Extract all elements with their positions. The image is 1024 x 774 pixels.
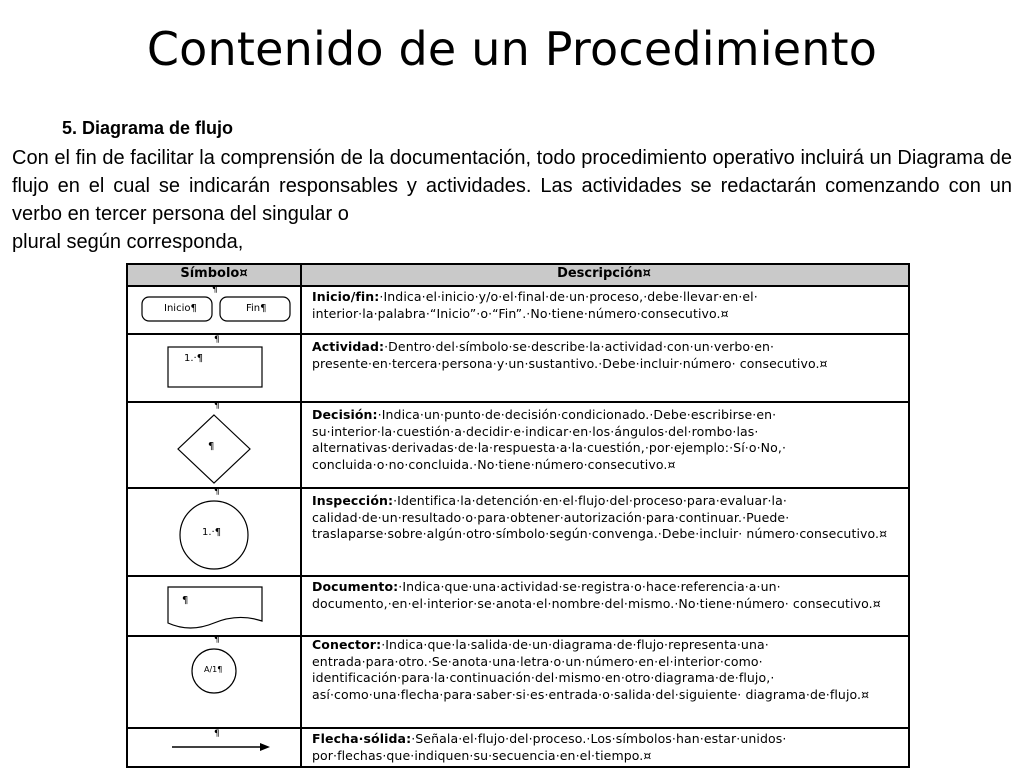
description-text: ·Indica·que·la·salida·de·un·diagrama·de·flujo·representa·una· entrada·para·otro.·Se·anota·una·letra·o·un·número·en·el·interior·como· identificación·para·la·continuación·del·mismo·en·otro·diagrama·de·flujo,· así·como·una·flecha·para·saber·si·es·entrada·o·salida·del·siguiente· diagrama·de·flujo.¤ xyxy=(312,637,870,702)
intro-paragraph xyxy=(12,144,1012,256)
term: Decisión: xyxy=(312,407,378,422)
document-symbol xyxy=(128,577,300,635)
pilcrow-mark: ¶ xyxy=(214,487,220,497)
inspection-symbol xyxy=(128,489,300,575)
term: Flecha·sólida: xyxy=(312,731,412,746)
term: Actividad: xyxy=(312,339,385,354)
description-text: ·Identifica·la·detención·en·el·flujo·del·proceso·para·evaluar·la· calidad·de·un·resultado·o·para·obtener·autorización·para·continuar.·Puede· traslaparse·sobre·algún·otro·símbolo·según·convenga.·Debe·incluir· número·consecutivo.¤ xyxy=(312,493,888,541)
solid-arrow-symbol xyxy=(128,729,300,769)
description-text: ·Indica·un·punto·de·decisión·condicionado.·Debe·escribirse·en· su·interior·la·cuestión·a·decidir·e·indicar·en·los·ángulos·del·rombo·las· alternativas·derivadas·de·la·respuesta·a·la·cuestión,·por·ejemplo:·Sí·o·No,· concluida·o·no·concluida.·No·tiene·número·consecutivo.¤ xyxy=(312,407,787,472)
description-decision xyxy=(312,407,900,473)
pilcrow-mark: ¶ xyxy=(214,729,220,739)
document-label: ¶ xyxy=(182,595,189,606)
pilcrow-mark: ¶ xyxy=(214,635,220,645)
intro-paragraph-main: Con el fin de facilitar la comprensión de la documentación, todo procedimiento operativo incluirá un Diagrama de flujo en el cual se indicarán responsables y actividades. Las actividades se redactarán comenzando con un verbo en tercer persona del singular o xyxy=(12,147,1012,225)
table-header xyxy=(128,265,908,287)
description-connector xyxy=(312,637,900,703)
activity-symbol xyxy=(128,335,300,401)
description-activity xyxy=(312,339,900,372)
term: Inicio/fin: xyxy=(312,289,380,304)
description-inspection xyxy=(312,493,900,543)
description-text: ·Dentro·del·símbolo·se·describe·la·actividad·con·un·verbo·en· presente·en·tercera·persona·y·un·sustantivo.·Debe·incluir·número· consecutivo.¤ xyxy=(312,339,828,371)
term: Documento: xyxy=(312,579,399,594)
description-start-end xyxy=(312,289,900,322)
slide-title: Contenido de un Procedimiento xyxy=(146,22,878,76)
description-text: ·Señala·el·flujo·del·proceso.·Los·símbolos·han·estar·unidos· por·flechas·que·indiquen·su·secuencia·en·el·tiempo.¤ xyxy=(312,731,787,763)
connector-symbol xyxy=(128,637,300,727)
activity-label: 1.·¶ xyxy=(184,353,204,364)
header-description: Descripción¤ xyxy=(557,266,651,281)
end-label: Fin¶ xyxy=(246,303,267,314)
flowchart-symbols-table xyxy=(126,263,910,768)
intro-paragraph-last-line: plural según corresponda, xyxy=(12,231,244,253)
term: Inspección: xyxy=(312,493,394,508)
description-text: ·Indica·el·inicio·y/o·el·final·de·un·proceso,·debe·llevar·en·el· interior·la·palabra·“Inicio”·o·“Fin”.·No·tiene·número·consecutivo.¤ xyxy=(312,289,758,321)
decision-symbol xyxy=(128,403,300,487)
section-heading: 5. Diagrama de flujo xyxy=(62,118,234,138)
decision-label: ¶ xyxy=(208,441,215,452)
description-document xyxy=(312,579,900,612)
start-label: Inicio¶ xyxy=(164,303,197,314)
inspection-label: 1.·¶ xyxy=(202,527,222,538)
term: Conector: xyxy=(312,637,382,652)
header-symbol: Símbolo¤ xyxy=(180,266,248,281)
description-text: ·Indica·que·una·actividad·se·registra·o·hace·referencia·a·un· documento,·en·el·interior·se·anota·el·nombre·del·mismo.·No·tiene·número· consecutivo.¤ xyxy=(312,579,881,611)
pilcrow-mark: ¶ xyxy=(214,401,220,411)
description-solid-arrow xyxy=(312,731,900,764)
connector-label: A/1¶ xyxy=(204,665,223,674)
pilcrow-mark: ¶ xyxy=(212,285,218,295)
pilcrow-mark: ¶ xyxy=(214,335,220,345)
column-divider xyxy=(300,265,302,766)
start-end-symbol xyxy=(128,287,300,333)
